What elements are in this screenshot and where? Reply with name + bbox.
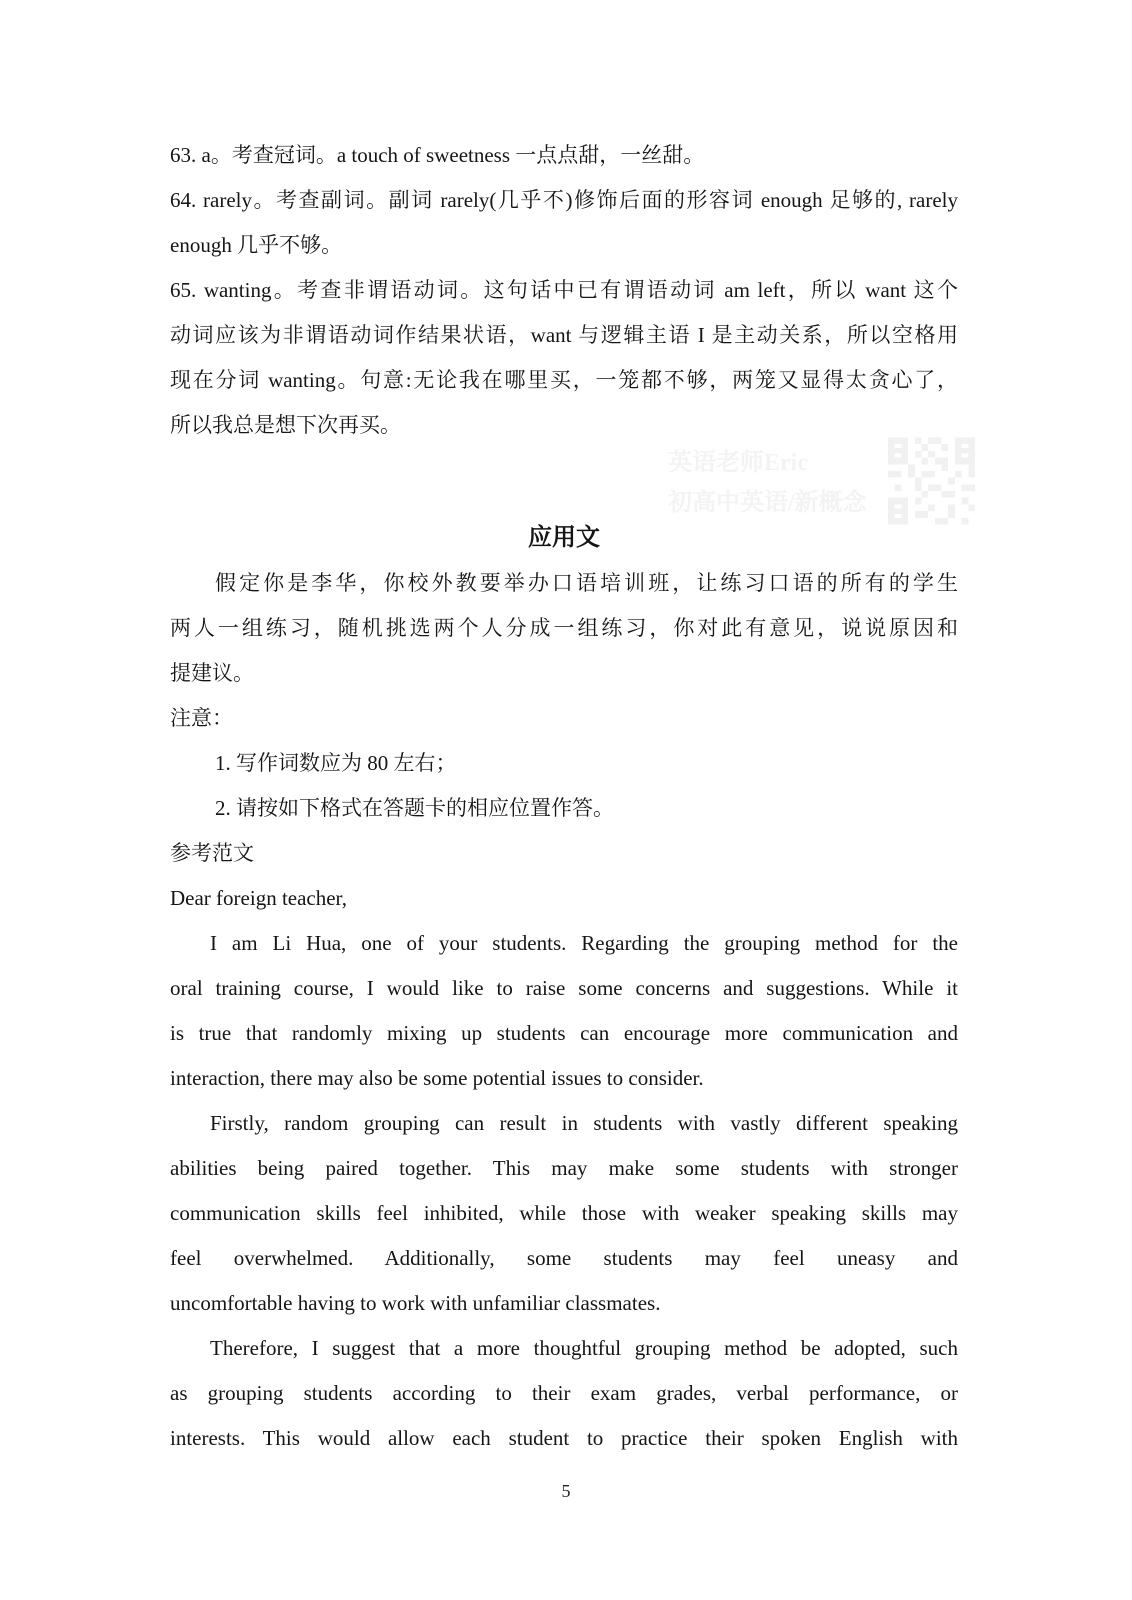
essay-p1-line-4: interaction, there may also be some potential issues to consider. — [170, 1066, 704, 1090]
notice-item-2: 2. 请按如下格式在答题卡的相应位置作答。 — [215, 796, 614, 820]
sample-essay-label: 参考范文 — [170, 841, 254, 865]
page-number: 5 — [561, 1481, 571, 1501]
answer-explanation-64: 64. rarely。考查副词。副词 rarely(几乎不)修饰后面的形容词 enough 足够的, rarely — [170, 188, 958, 212]
watermark-text-line2: 初高中英语/新概念 — [668, 490, 867, 516]
section-title: 应用文 — [528, 525, 600, 551]
prompt-line-1: 假定你是李华，你校外教要举办口语培训班，让练习口语的所有的学生 — [215, 571, 958, 595]
essay-p2-line-2: abilities being paired together. This may make some students with stronger — [170, 1156, 958, 1180]
essay-salutation: Dear foreign teacher, — [170, 886, 347, 910]
essay-p2-line-4: feel overwhelmed. Additionally, some students may feel uneasy and — [170, 1246, 958, 1270]
prompt-line-2: 两人一组练习，随机挑选两个人分成一组练习，你对此有意见，说说原因和 — [170, 616, 958, 640]
prompt-line-3: 提建议。 — [170, 661, 254, 685]
answer-explanation-65-line4: 所以我总是想下次再买。 — [170, 413, 401, 437]
essay-p3-line-3: interests. This would allow each student to practice their spoken English with — [170, 1426, 958, 1450]
notice-label: 注意： — [170, 706, 233, 730]
essay-p3-line-1: Therefore, I suggest that a more thoughtful grouping method be adopted, such — [210, 1336, 958, 1360]
essay-p1-line-1: I am Li Hua, one of your students. Regarding the grouping method for the — [210, 931, 958, 955]
essay-p1-line-2: oral training course, I would like to raise some concerns and suggestions. While it — [170, 976, 958, 1000]
answer-explanation-65-line2: 动词应该为非谓语动词作结果状语，want 与逻辑主语 I 是主动关系，所以空格用 — [170, 323, 958, 347]
watermark-text-line1: 英语老师Eric — [668, 450, 808, 476]
answer-explanation-64-continued: enough 几乎不够。 — [170, 233, 343, 257]
essay-p2-line-5: uncomfortable having to work with unfamiliar classmates. — [170, 1291, 661, 1315]
answer-explanation-65: 65. wanting。考查非谓语动词。这句话中已有谓语动词 am left，所以 want 这个 — [170, 278, 958, 302]
essay-p1-line-3: is true that randomly mixing up students can encourage more communication and — [170, 1021, 958, 1045]
essay-p2-line-3: communication skills feel inhibited, while those with weaker speaking skills may — [170, 1201, 958, 1225]
answer-explanation-65-line3: 现在分词 wanting。句意:无论我在哪里买，一笼都不够，两笼又显得太贪心了， — [170, 368, 958, 392]
essay-p2-line-1: Firstly, random grouping can result in students with vastly different speaking — [210, 1111, 958, 1135]
answer-explanation-63: 63. a。考查冠词。a touch of sweetness 一点点甜，一丝甜。 — [170, 143, 705, 167]
essay-p3-line-2: as grouping students according to their exam grades, verbal performance, or — [170, 1381, 958, 1405]
notice-item-1: 1. 写作词数应为 80 左右； — [215, 751, 457, 775]
